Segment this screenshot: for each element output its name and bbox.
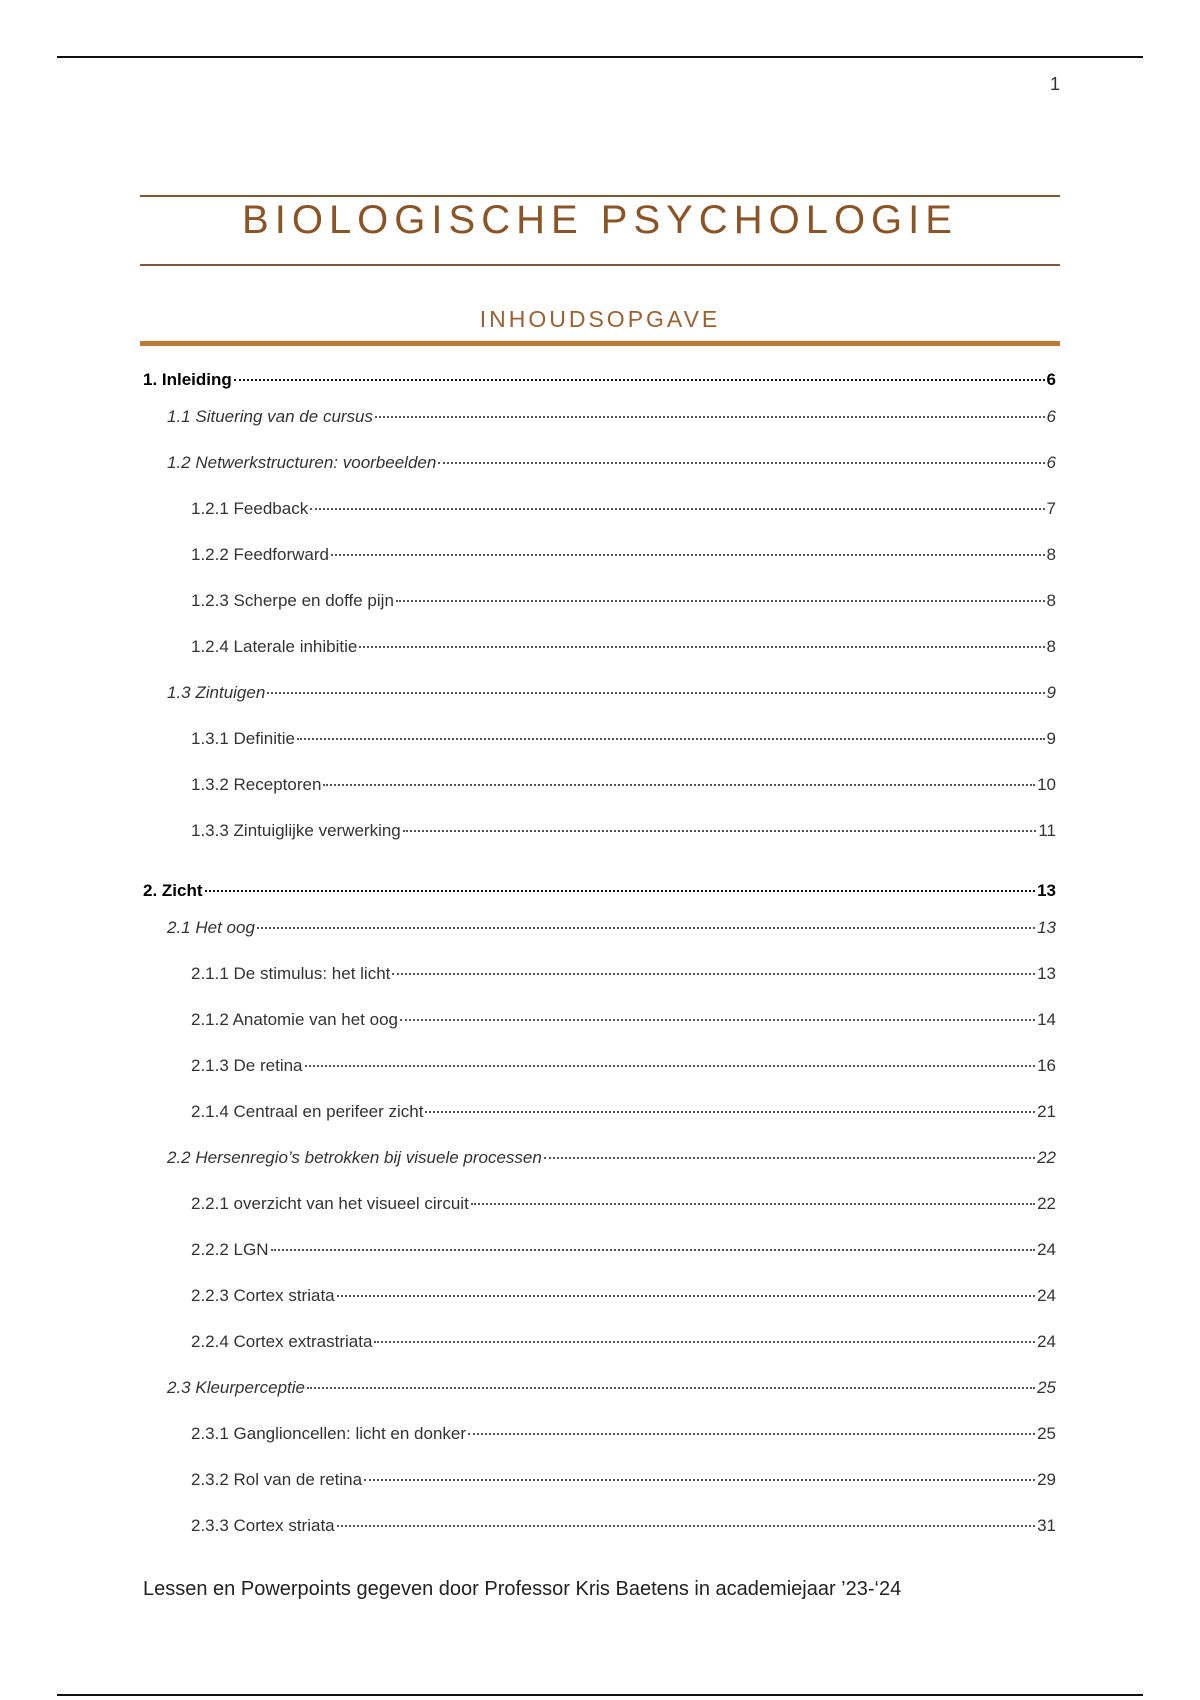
toc-entry-label: 2.1.1 De stimulus: het licht — [191, 964, 391, 983]
toc-entry-page: 13 — [1037, 918, 1056, 937]
toc-entry[interactable] — [143, 1470, 1056, 1516]
toc-entry-page: 24 — [1037, 1286, 1056, 1305]
toc-entry-page: 9 — [1046, 729, 1056, 748]
toc-entry[interactable] — [143, 637, 1056, 683]
toc-entry[interactable] — [143, 1194, 1056, 1240]
toc-dot-leader — [471, 1203, 1035, 1205]
toc-dot-leader — [375, 416, 1045, 418]
toc-entry[interactable] — [143, 821, 1056, 867]
toc-entry[interactable] — [143, 1102, 1056, 1148]
toc-entry-page: 22 — [1037, 1148, 1056, 1167]
toc-heading-rule — [140, 341, 1060, 346]
toc-entry-page: 8 — [1046, 591, 1056, 610]
toc-dot-leader — [364, 1479, 1035, 1481]
toc-heading: INHOUDSOPGAVE — [479, 306, 721, 332]
toc-dot-leader — [396, 600, 1045, 602]
toc-entry-page: 13 — [1037, 964, 1056, 983]
toc-entry-label: 1.1 Situering van de cursus — [167, 407, 374, 426]
toc-entry-label: 2.1.3 De retina — [191, 1056, 303, 1075]
toc-entry[interactable] — [143, 1286, 1056, 1332]
toc-entry-page: 6 — [1046, 370, 1056, 389]
toc-entry[interactable] — [143, 1010, 1056, 1056]
toc-dot-leader — [337, 1525, 1035, 1527]
toc-dot-leader — [267, 692, 1044, 694]
footer-note: Lessen en Powerpoints gegeven door Professor Kris Baetens in academiejaar ’23-‘24 — [143, 1578, 902, 1600]
toc-dot-leader — [323, 784, 1035, 786]
toc-dot-leader — [403, 830, 1037, 832]
toc-entry-label: 2.3 Kleurperceptie — [167, 1378, 305, 1397]
toc-entry-label: 2.2.2 LGN — [191, 1240, 269, 1259]
toc-entry-label: 2.3.3 Cortex striata — [191, 1516, 335, 1535]
toc-entry-page: 10 — [1037, 775, 1056, 794]
toc-entry-label: 1. Inleiding — [143, 370, 232, 389]
document-title: BIOLOGISCHE PSYCHOLOGIE — [242, 198, 958, 242]
toc-entry-page: 8 — [1046, 637, 1056, 656]
toc-dot-leader — [331, 554, 1045, 556]
toc-dot-leader — [271, 1249, 1036, 1251]
toc-entry-page: 8 — [1046, 545, 1056, 564]
toc-entry-label: 1.3.2 Receptoren — [191, 775, 322, 794]
toc-entry-label: 2.2 Hersenregio’s betrokken bij visuele processen — [167, 1148, 542, 1167]
toc-entry-label: 2.2.3 Cortex striata — [191, 1286, 335, 1305]
toc-entry-page: 31 — [1037, 1516, 1056, 1535]
toc-entry[interactable] — [143, 499, 1056, 545]
toc-entry[interactable] — [143, 407, 1056, 453]
toc-entry-label: 1.2.1 Feedback — [191, 499, 309, 518]
toc-dot-leader — [468, 1433, 1035, 1435]
title-rule-top — [140, 195, 1060, 197]
toc-entry-label: 1.2.4 Laterale inhibitie — [191, 637, 358, 656]
toc-entry-label: 1.2.2 Feedforward — [191, 545, 329, 564]
toc-entry-page: 25 — [1037, 1378, 1056, 1397]
table-of-contents — [143, 370, 1056, 1562]
toc-dot-leader — [359, 646, 1044, 648]
toc-entry-page: 29 — [1037, 1470, 1056, 1489]
toc-entry[interactable] — [143, 1240, 1056, 1286]
toc-entry-label: 2.2.4 Cortex extrastriata — [191, 1332, 373, 1351]
toc-entry-label: 1.3.3 Zintuiglijke verwerking — [191, 821, 401, 840]
toc-entry-page: 24 — [1037, 1332, 1056, 1351]
toc-dot-leader — [425, 1111, 1035, 1113]
toc-entry[interactable] — [143, 918, 1056, 964]
toc-entry-page: 25 — [1037, 1424, 1056, 1443]
toc-entry-label: 1.3 Zintuigen — [167, 683, 266, 702]
toc-entry-page: 21 — [1037, 1102, 1056, 1121]
toc-entry-page: 16 — [1037, 1056, 1056, 1075]
toc-entry[interactable] — [143, 1378, 1056, 1424]
toc-entry-label: 1.2 Netwerkstructuren: voorbeelden — [167, 453, 437, 472]
toc-entry-page: 24 — [1037, 1240, 1056, 1259]
toc-entry[interactable] — [143, 1056, 1056, 1102]
title-rule-bottom — [140, 264, 1060, 266]
toc-entry[interactable] — [143, 591, 1056, 637]
toc-entry-label: 2.1.4 Centraal en perifeer zicht — [191, 1102, 424, 1121]
toc-entry-page: 6 — [1046, 453, 1056, 472]
toc-entry[interactable] — [143, 729, 1056, 775]
footer-rule — [57, 1694, 1143, 1696]
toc-entry-label: 1.3.1 Definitie — [191, 729, 295, 748]
toc-dot-leader — [392, 973, 1035, 975]
toc-dot-leader — [400, 1019, 1035, 1021]
toc-entry-page: 13 — [1037, 881, 1056, 900]
toc-entry[interactable] — [143, 453, 1056, 499]
toc-dot-leader — [337, 1295, 1035, 1297]
toc-entry-page: 22 — [1037, 1194, 1056, 1213]
toc-entry-page: 11 — [1038, 821, 1056, 840]
toc-dot-leader — [257, 927, 1035, 929]
toc-entry-label: 2.3.2 Rol van de retina — [191, 1470, 363, 1489]
toc-entry-label: 1.2.3 Scherpe en doffe pijn — [191, 591, 394, 610]
toc-entry[interactable] — [143, 1332, 1056, 1378]
toc-dot-leader — [234, 379, 1045, 381]
toc-entry[interactable] — [143, 683, 1056, 729]
toc-entry-label: 2.1 Het oog — [167, 918, 255, 937]
toc-entry-page: 7 — [1046, 499, 1056, 518]
toc-entry[interactable] — [143, 1148, 1056, 1194]
toc-entry[interactable] — [143, 370, 1056, 407]
toc-entry-label: 2.1.2 Anatomie van het oog — [191, 1010, 398, 1029]
toc-entry-label: 2.2.1 overzicht van het visueel circuit — [191, 1194, 469, 1213]
toc-dot-leader — [544, 1157, 1035, 1159]
toc-dot-leader — [307, 1387, 1035, 1389]
header-rule — [57, 56, 1143, 58]
toc-dot-leader — [297, 738, 1045, 740]
toc-dot-leader — [438, 462, 1044, 464]
toc-dot-leader — [374, 1341, 1035, 1343]
toc-entry[interactable] — [143, 545, 1056, 591]
toc-entry-page: 6 — [1046, 407, 1056, 426]
toc-entry[interactable] — [143, 1424, 1056, 1470]
toc-entry-page: 9 — [1046, 683, 1056, 702]
toc-entry-page: 14 — [1037, 1010, 1056, 1029]
toc-dot-leader — [205, 890, 1036, 892]
toc-entry[interactable] — [143, 1516, 1056, 1562]
page-number: 1 — [1049, 74, 1060, 94]
toc-entry-label: 2. Zicht — [143, 881, 203, 900]
toc-entry-label: 2.3.1 Ganglioncellen: licht en donker — [191, 1424, 467, 1443]
toc-entry[interactable] — [143, 964, 1056, 1010]
toc-dot-leader — [310, 508, 1044, 510]
toc-entry[interactable] — [143, 775, 1056, 821]
toc-dot-leader — [305, 1065, 1036, 1067]
toc-entry[interactable] — [143, 881, 1056, 918]
